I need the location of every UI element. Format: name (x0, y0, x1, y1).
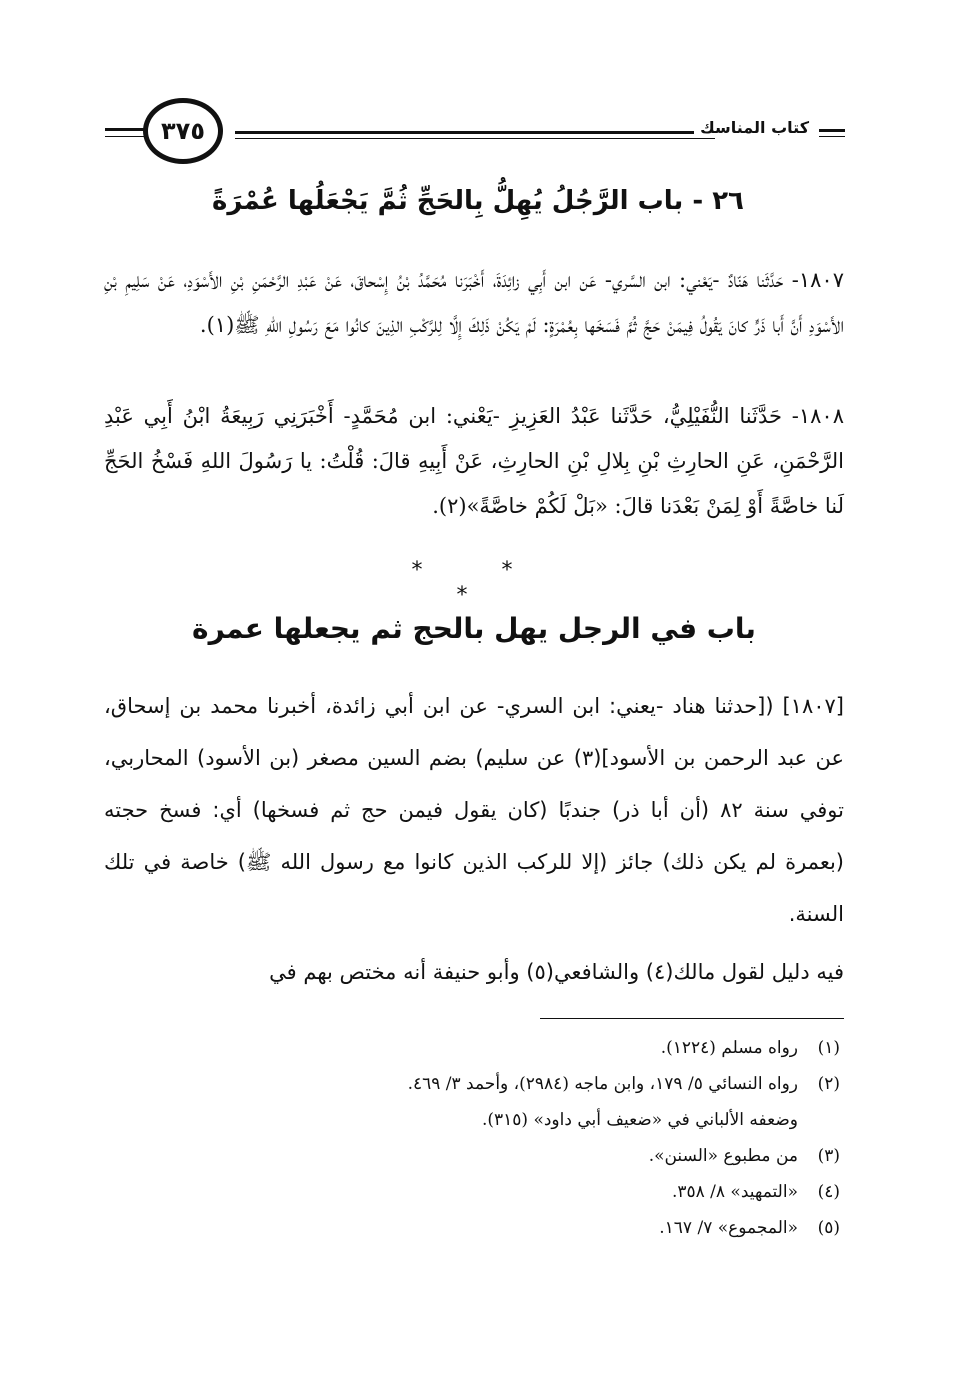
page-header (105, 98, 845, 164)
footnotes (200, 1030, 840, 1246)
footnote-continuation (200, 1102, 840, 1138)
commentary-text: فيه دليل لقول مالك(٤) والشافعي(٥) وأبو حنيفة أنه مختص بهم في (269, 960, 844, 984)
footnote (200, 1174, 840, 1210)
hadith-text: ١٨٠٨- حَدَّثَنا النُّفَيْلِيُّ، حَدَّثَنا عَبْدُ العَزِيزِ -يَعْني: ابن مُحَمَّدٍ- أَخْبَرَنِي رَبِيعَةُ ابْنُ أَبِي عَبْدِ الرَّحْمَنِ، عَنِ الحارِثِ بْنِ بِلالِ بْنِ الحارِثِ، عَنْ أَبِيهِ قالَ: قُلْتُ: يا رَسُولَ اللهِ فَسْخُ الحَجِّ لَنا خاصَّةً أَوْ لِمَنْ بَعْدَنا قالَ: «بَلْ لَكُمْ خاصَّةً»(٢). (104, 404, 844, 518)
footnote-divider (540, 1018, 844, 1019)
commentary-text: [١٨٠٧] ([حدثنا هناد -يعني: ابن السري- عن ابن أبي زائدة، أخبرنا محمد بن إسحاق، عن عبد الرحمن بن الأسود](٣) عن سليم) بضم السين مصغر (بن الأسود) المحاربي، توفي سنة ٨٢ (أن أبا ذر) جندبًا (كان يقول فيمن حج ثم فسخها) أي: فسخ حجته (بعمرة لم يكن ذلك) جائز (إلا للركب الذين كانوا مع رسول الله ﷺ) خاصة في تلك السنة. (104, 694, 844, 926)
header-rule (819, 136, 845, 137)
footnote-text: «المجموع» ٧/ ١٦٧. (659, 1218, 798, 1238)
header-rule (819, 129, 845, 132)
footnote-text: رواه النسائي ٥/ ١٧٩، وابن ماجه (٢٩٨٤)، وأحمد ٣/ ٤٦٩. (407, 1074, 798, 1094)
page-number: ٣٧٥ (143, 98, 223, 164)
footnote-text: من مطبوع «السنن». (648, 1146, 798, 1166)
footnote-number: (٤) (817, 1182, 840, 1202)
footnote-number: (٥) (817, 1218, 840, 1238)
footnote-text: وضعفه الألباني في «ضعيف أبي داود» (٣١٥). (481, 1110, 798, 1130)
hadith-text: ١٨٠٧- حَدَّثَنا هَنّادٌ -يَعْني: ابن السَّري- عَن ابن أَبِي زائِدَةَ، أَخْبَرَنا مُحَمَّدُ بْنُ إِسْحاقَ، عَنْ عَبْدِ الرَّحْمَنِ بْنِ الأَسْوَدِ، عَنْ سَلِيمِ بْنِ الأَسْوَدِ أَنَّ أَبا ذَرٍّ كانَ يَقُولُ فِيمَنْ حَجَّ ثُمَّ فَسَخَها بِعُمْرَةٍ: لَمْ يَكُنْ ذَلِكَ إِلَّا لِلرَّكْبِ الذِينَ كانُوا مَعَ رَسُولِ اللهِ ﷺ(١). (104, 268, 844, 337)
running-title: كتاب المناسك (694, 118, 815, 137)
footnote-text: «التمهيد» ٨/ ٣٥٨. (671, 1182, 798, 1202)
footnote (200, 1066, 840, 1102)
footnote-number: (٢) (817, 1074, 840, 1094)
footnote (200, 1030, 840, 1066)
chapter-title: ٢٦ - باب الرَّجُلُ يُهِلُّ بِالحَجِّ ثُمَّ يَجْعَلُها عُمْرَةً (212, 186, 744, 216)
commentary-title: باب في الرجل يهل بالحج ثم يجعلها عمرة (192, 612, 756, 645)
footnote-text: رواه مسلم (١٢٢٤). (660, 1038, 798, 1058)
footnote-number: (١) (817, 1038, 840, 1058)
footnote (200, 1138, 840, 1174)
section-separator: * * * (411, 558, 549, 608)
header-rule (235, 138, 715, 139)
footnote-number: (٣) (817, 1146, 840, 1166)
footnote (200, 1210, 840, 1246)
header-rule (235, 131, 715, 134)
